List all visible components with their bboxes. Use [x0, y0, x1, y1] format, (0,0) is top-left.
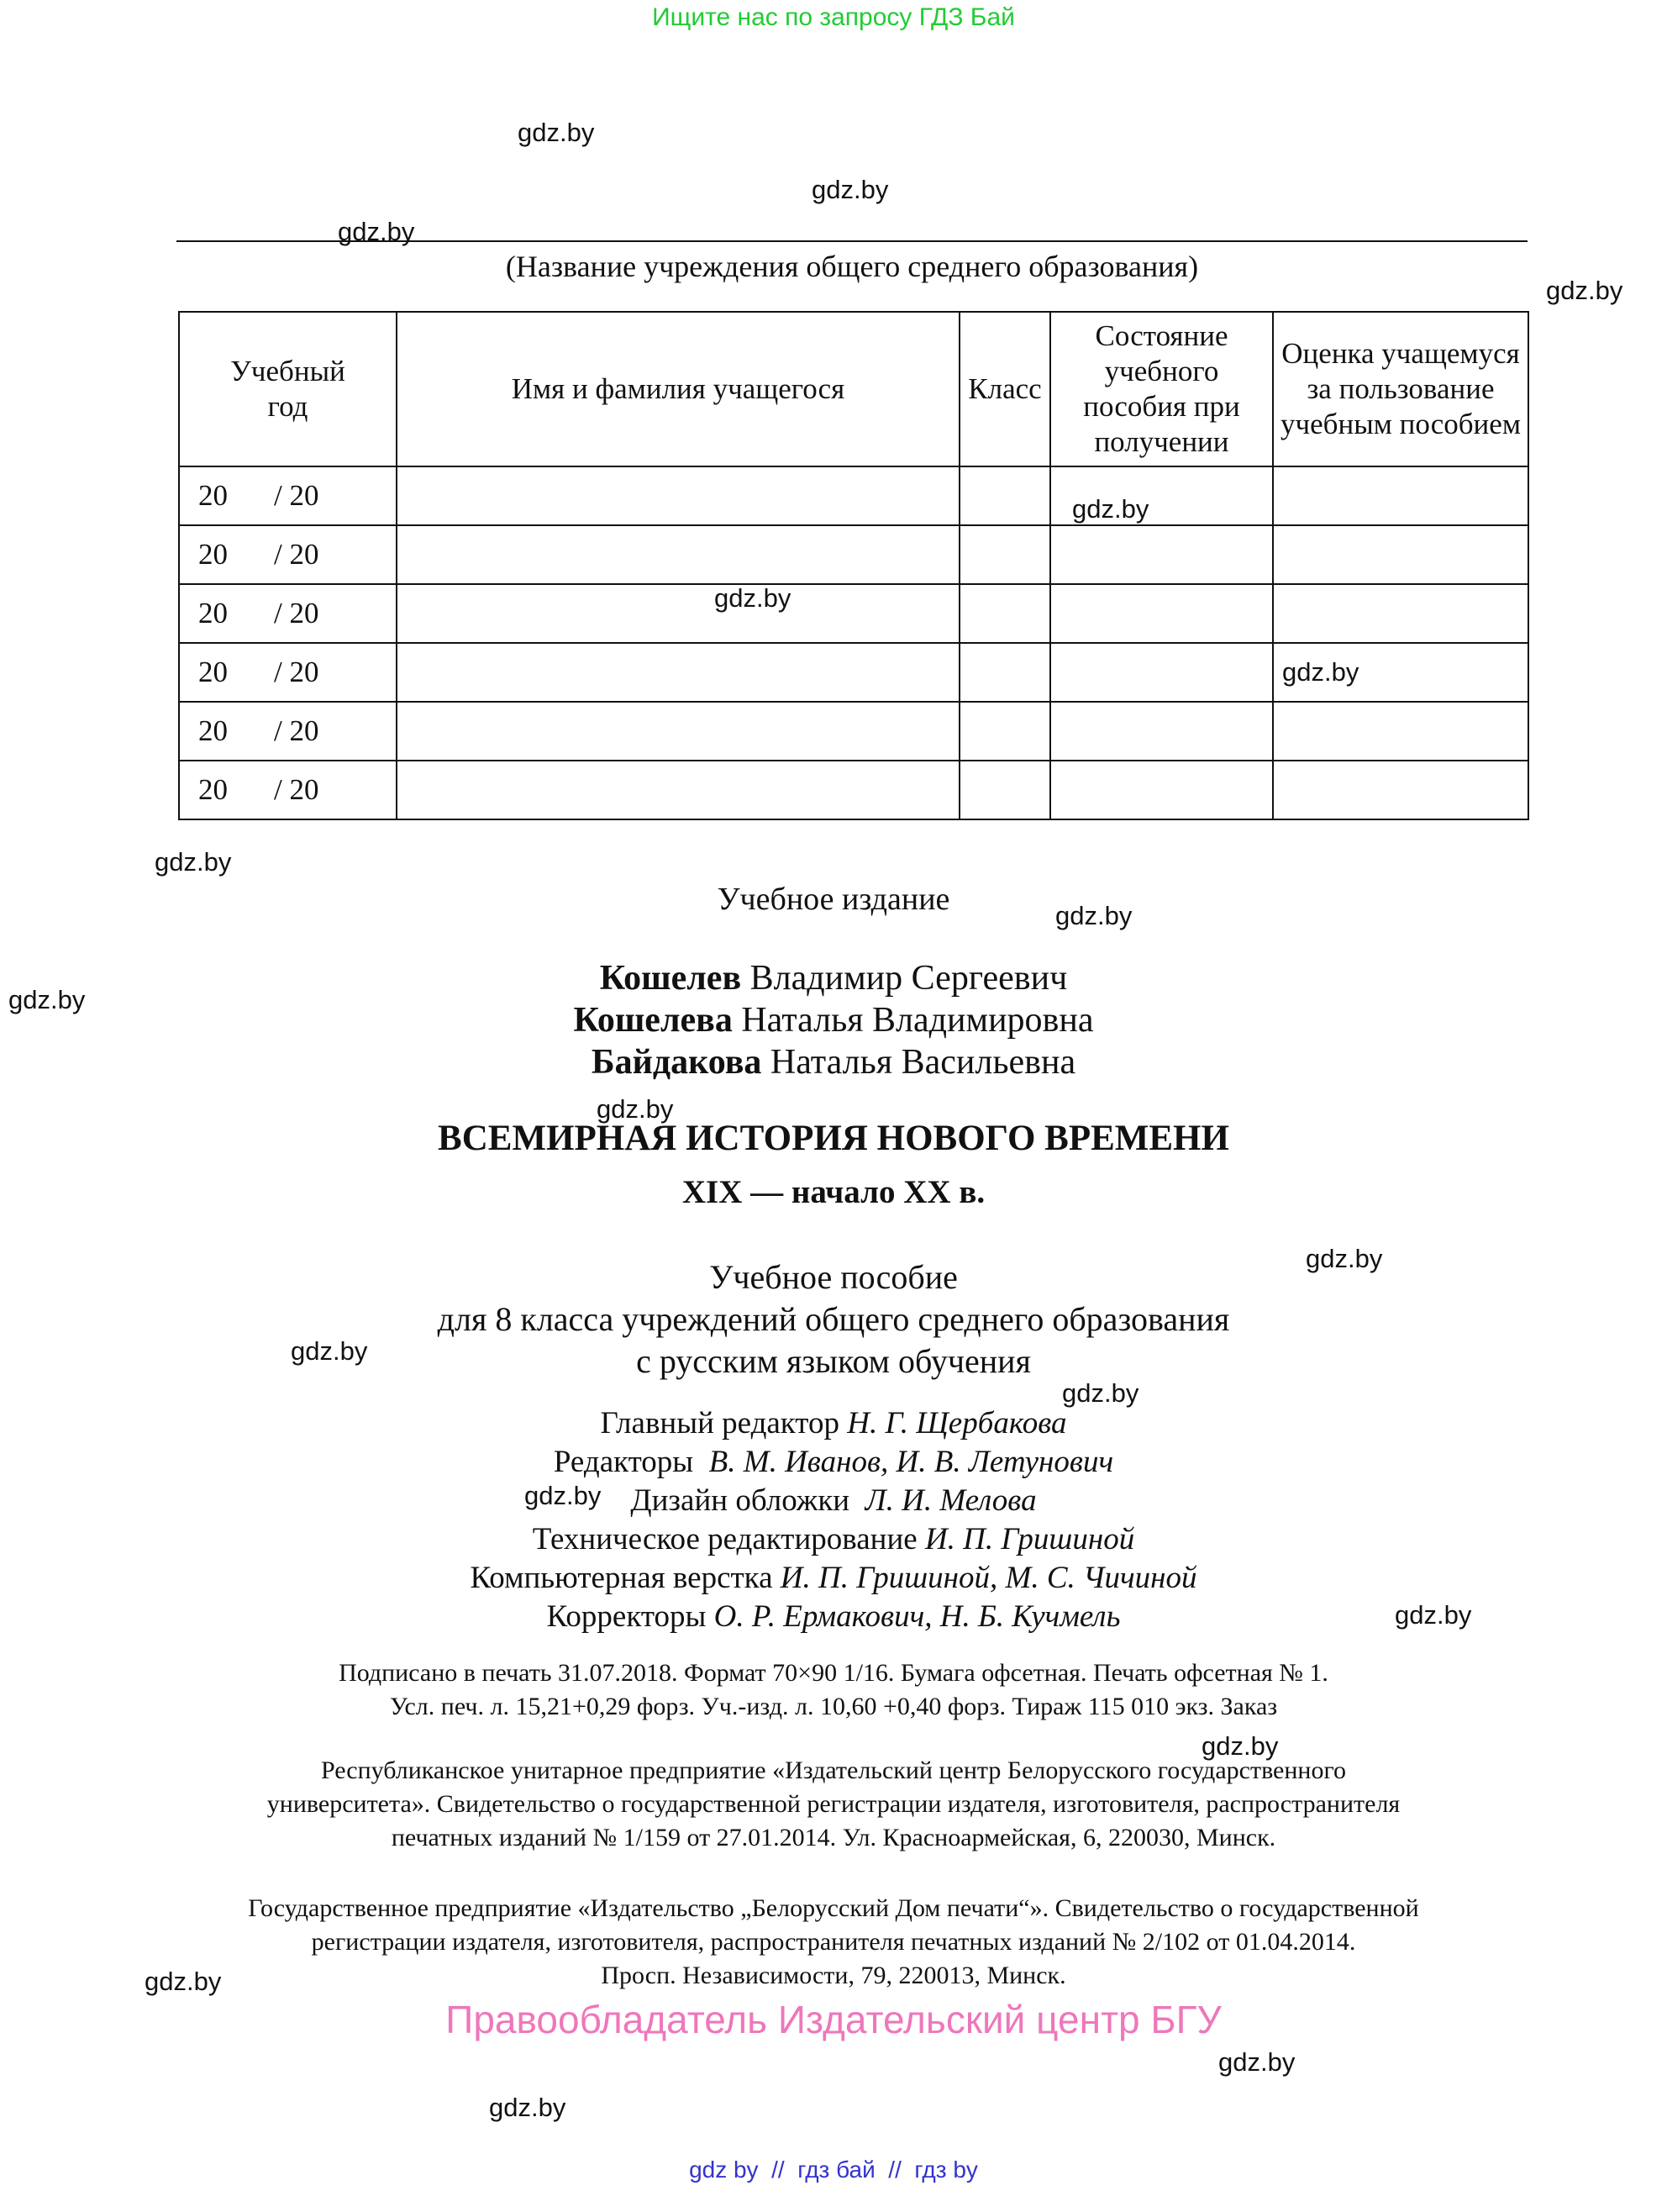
header-student-name: Имя и фамилия учащегося [397, 312, 960, 466]
author-name: Владимир Сергеевич [749, 959, 1068, 998]
credit-names: В. М. Иванов, И. В. Летунович [708, 1445, 1114, 1479]
author-surname: Кошелев [599, 959, 742, 998]
year-end: / 20 [274, 479, 319, 512]
watermark: gdz.by [1072, 494, 1149, 524]
table-row [179, 466, 1528, 525]
rating-cell [1273, 643, 1528, 702]
header-year: Учебный год [179, 312, 397, 466]
table-row [179, 643, 1528, 702]
credit-role: Компьютерная верстка [470, 1561, 773, 1595]
watermark: gdz.by [145, 1967, 222, 1996]
rating-cell [1273, 525, 1528, 584]
table-header-row [179, 312, 1528, 466]
grade-cell [960, 761, 1050, 819]
book-subtitle: XIX — начало XX в. [681, 1174, 986, 1210]
credit-role: Редакторы [553, 1445, 694, 1479]
credit-line [0, 1521, 1667, 1557]
publisher-info-line: университета». Свидетельство о государственной регистрации издателя, изготовителя, распространителя [266, 1790, 1401, 1818]
institution-caption: (Название учреждения общего среднего образования) [505, 250, 1199, 283]
watermark: gdz.by [338, 217, 415, 246]
watermark: gdz.by [714, 583, 791, 613]
bottom-links[interactable] [0, 2157, 1667, 2183]
credit-names: О. Р. Ермакович, Н. Б. Кучмель [713, 1599, 1121, 1634]
table-row [179, 761, 1528, 819]
publisher-info-line: Республиканское унитарное предприятие «Издательский центр Белорусского государственного [320, 1756, 1347, 1784]
bottom-links-text[interactable]: gdz by // гдз бай // гдз by [689, 2157, 978, 2183]
table-row [179, 525, 1528, 584]
credit-line [0, 1444, 1667, 1480]
credit-role: Техническое редактирование [532, 1522, 918, 1556]
credit-role: Корректоры [546, 1599, 707, 1634]
year-start: 20 [198, 479, 228, 512]
condition-cell [1050, 584, 1273, 643]
year-start: 20 [198, 538, 228, 571]
year-start: 20 [198, 773, 228, 806]
year-cell [179, 702, 397, 761]
credit-line [0, 1483, 1667, 1519]
table-row [179, 584, 1528, 643]
textbook-register-table [178, 311, 1529, 820]
watermark: gdz.by [291, 1336, 368, 1366]
condition-cell [1050, 466, 1273, 525]
header-grade: Класс [960, 312, 1050, 466]
grade-cell [960, 525, 1050, 584]
year-cell [179, 525, 397, 584]
grade-cell [960, 466, 1050, 525]
author-line [0, 958, 1667, 998]
year-end: / 20 [274, 714, 319, 747]
institution-line [176, 240, 1528, 242]
watermark: gdz.by [1395, 1600, 1472, 1630]
credit-names: И. П. Гришиной [924, 1522, 1135, 1556]
edition-type: Учебное издание [717, 882, 950, 917]
grade-cell [960, 584, 1050, 643]
year-cell [179, 761, 397, 819]
publication-type-line: для 8 класса учреждений общего среднего образования [437, 1300, 1230, 1338]
year-cell [179, 584, 397, 643]
rating-cell [1273, 584, 1528, 643]
watermark: gdz.by [1055, 901, 1133, 930]
watermark: gdz.by [1218, 2047, 1296, 2077]
watermark: gdz.by [1282, 657, 1359, 687]
student-name-cell [397, 584, 960, 643]
year-start: 20 [198, 714, 228, 747]
credit-names: Н. Г. Щербакова [847, 1406, 1067, 1440]
student-name-cell [397, 702, 960, 761]
author-name: Наталья Владимировна [741, 1001, 1094, 1040]
print-info-line: Усл. печ. л. 15,21+0,29 форз. Уч.-изд. л. 10,60 +0,40 форз. Тираж 115 010 экз. Заказ [389, 1693, 1278, 1720]
watermark: gdz.by [8, 985, 86, 1014]
credit-line [0, 1405, 1667, 1441]
watermark: gdz.by [1546, 276, 1623, 305]
grade-cell [960, 702, 1050, 761]
year-end: / 20 [274, 773, 319, 806]
author-line [0, 1000, 1667, 1040]
watermark: gdz.by [489, 2093, 566, 2122]
table-row [179, 702, 1528, 761]
publication-type-line: Учебное пособие [709, 1258, 958, 1296]
author-name: Наталья Васильевна [770, 1043, 1076, 1082]
book-title: ВСЕМИРНАЯ ИСТОРИЯ НОВОГО ВРЕМЕНИ [438, 1119, 1229, 1158]
watermark: gdz.by [1202, 1731, 1279, 1761]
watermark: gdz.by [1306, 1244, 1383, 1273]
condition-cell [1050, 525, 1273, 584]
watermark: gdz.by [1062, 1378, 1139, 1408]
credit-line [0, 1560, 1667, 1596]
watermark: gdz.by [524, 1481, 602, 1510]
header-rating: Оценка учащемуся за пользование учебным пособием [1273, 312, 1528, 466]
student-name-cell [397, 761, 960, 819]
year-cell [179, 643, 397, 702]
student-name-cell [397, 643, 960, 702]
credit-line [0, 1598, 1667, 1635]
printer-info-line: Государственное предприятие «Издательство „Белорусский Дом печати“». Свидетельство о государственной [248, 1894, 1419, 1922]
grade-cell [960, 643, 1050, 702]
year-end: / 20 [274, 538, 319, 571]
print-info-line: Подписано в печать 31.07.2018. Формат 70×90 1/16. Бумага офсетная. Печать офсетная № 1. [339, 1659, 1328, 1687]
printer-info-line: регистрации издателя, изготовителя, распространителя печатных изданий № 2/102 от 01.04.2014. [311, 1928, 1356, 1956]
condition-cell [1050, 761, 1273, 819]
credit-names: И. П. Гришиной, М. С. Чичиной [780, 1561, 1197, 1595]
printer-info-line: Просп. Независимости, 79, 220013, Минск. [601, 1962, 1066, 1989]
credit-role: Главный редактор [600, 1406, 839, 1440]
year-start: 20 [198, 656, 228, 688]
credit-names: Л. И. Мелова [865, 1483, 1037, 1518]
year-start: 20 [198, 597, 228, 629]
publisher-info-line: печатных изданий № 1/159 от 27.01.2014. Ул. Красноармейская, 6, 220030, Минск. [391, 1824, 1276, 1851]
year-cell [179, 466, 397, 525]
watermark: gdz.by [155, 847, 232, 877]
copyright-holder: Правообладатель Издательский центр БГУ [445, 1998, 1222, 2041]
publication-type-line: с русским языком обучения [636, 1342, 1031, 1380]
student-name-cell [397, 525, 960, 584]
watermark: gdz.by [812, 175, 889, 204]
rating-cell [1273, 761, 1528, 819]
watermark: gdz.by [597, 1094, 674, 1124]
year-end: / 20 [274, 597, 319, 629]
author-surname: Кошелева [573, 1001, 733, 1040]
author-line [0, 1042, 1667, 1082]
year-end: / 20 [274, 656, 319, 688]
top-banner: Ищите нас по запросу ГДЗ Бай [652, 3, 1015, 31]
rating-cell [1273, 466, 1528, 525]
author-surname: Байдакова [591, 1043, 762, 1082]
credit-role: Дизайн обложки [630, 1483, 850, 1518]
watermark: gdz.by [518, 118, 595, 147]
rating-cell [1273, 702, 1528, 761]
condition-cell [1050, 643, 1273, 702]
header-condition: Состояние учебного пособия при получении [1050, 312, 1273, 466]
student-name-cell [397, 466, 960, 525]
condition-cell [1050, 702, 1273, 761]
